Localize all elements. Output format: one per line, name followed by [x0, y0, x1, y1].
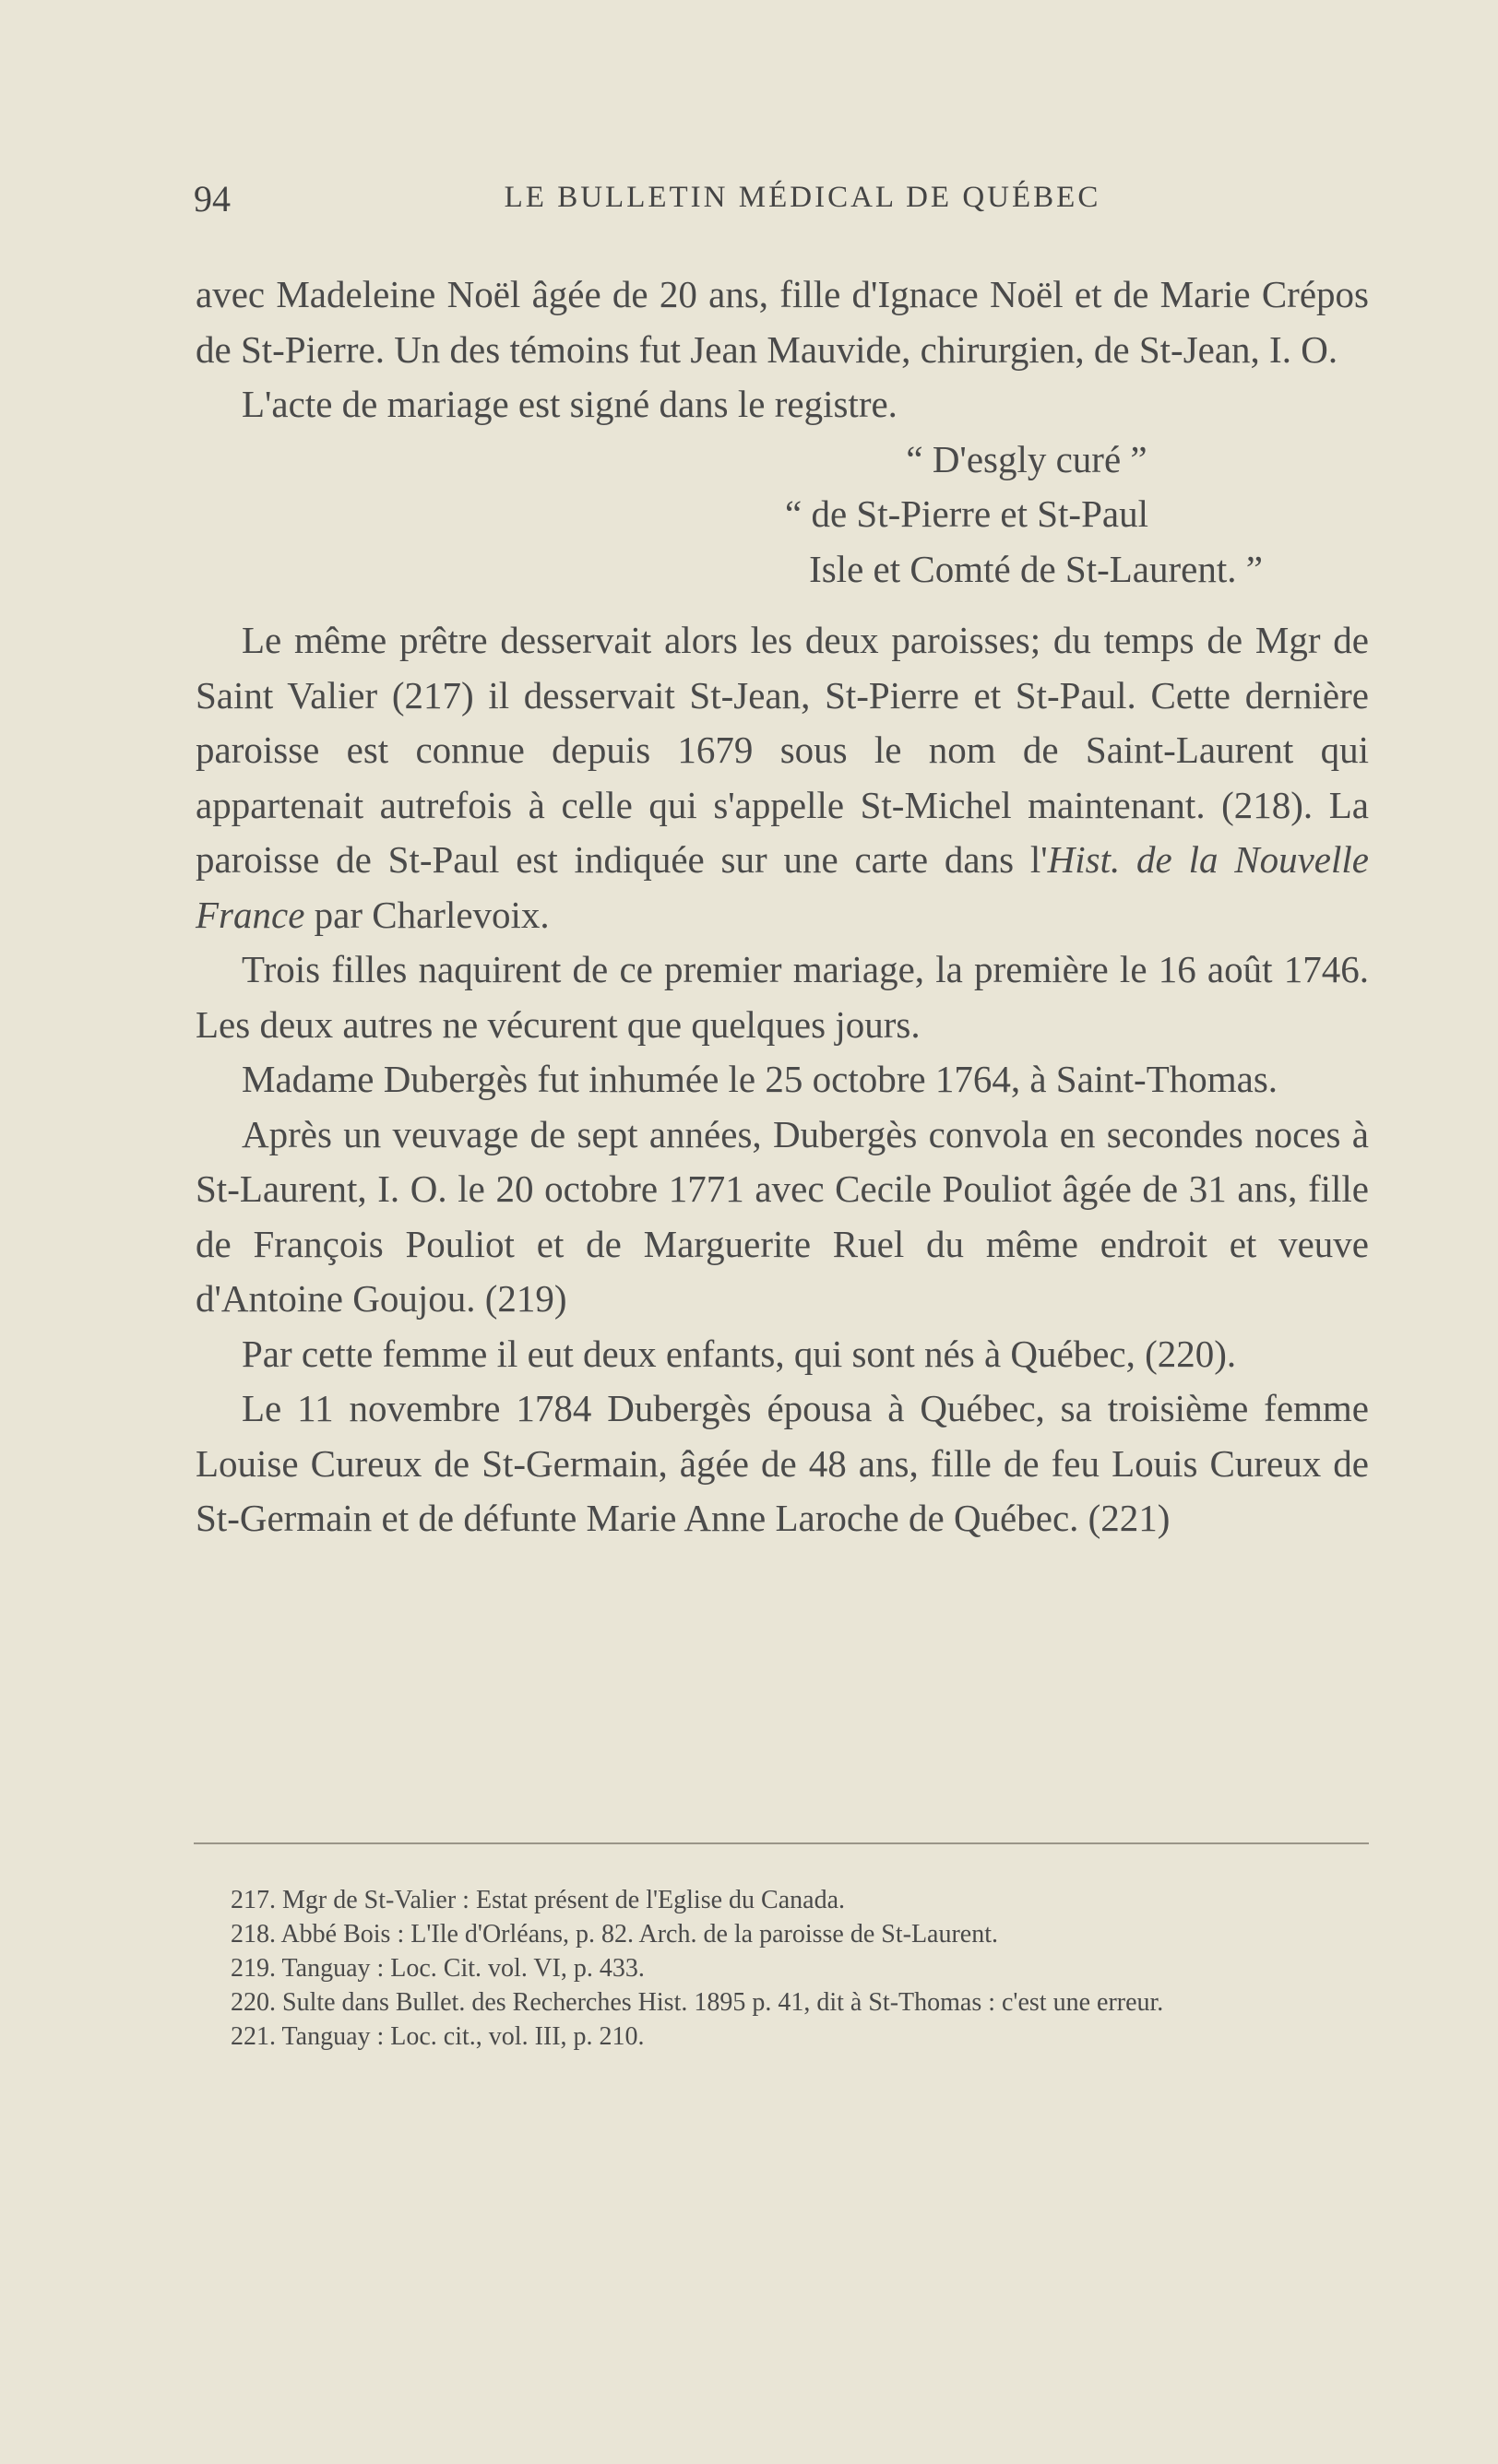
paragraph-7: Par cette femme il eut deux enfants, qui sont nés à Québec, (220). [242, 1332, 1237, 1375]
paragraph-3 [196, 613, 1369, 942]
signature-line-2: “ de St-Pierre et St-Paul [785, 492, 1148, 535]
signature-block [196, 432, 1369, 598]
book-title-italic: Hist. de la Nouvelle France [196, 838, 1369, 936]
paragraph-3-text-a: Le même prêtre desservait alors les deux paroisses; du temps de Mgr de Saint Valier (217) il desservait St-Jean, St-Pierre et St-Paul. Cette dernière paroisse est connue depuis 1679 sous le nom de Saint-Laurent qui appartenait autrefois à celle qui s'appelle St-Michel maintenant. (218). La paroisse de St-Paul est indiquée sur une carte dans l' [196, 619, 1369, 881]
paragraph-6: Après un veuvage de sept années, Dubergès convola en secondes noces à St-Laurent, I. O. le 20 octobre 1771 avec Cecile Pouliot âgée de 31 ans, fille de François Pouliot et de Marguerite Ruel du même endroit et veuve d'Antoine Goujou. (219) [196, 1112, 1369, 1320]
signature-line-3: Isle et Comté de St-Laurent. ” [809, 547, 1263, 590]
page-number: 94 [194, 178, 231, 219]
paragraph-8: Le 11 novembre 1784 Dubergès épousa à Québec, sa troisième femme Louise Cureux de St-Germain, âgée de 48 ans, fille de feu Louis Cureux de St-Germain et de défunte Marie Anne Laroche de Québec. (221) [196, 1387, 1369, 1539]
running-header [194, 177, 1374, 223]
footnote-divider [194, 1842, 1369, 1844]
footnotes [196, 1883, 1369, 2054]
paragraph-3-text-b: par Charlevoix. [304, 893, 550, 936]
paragraph-1: avec Madeleine Noël âgée de 20 ans, fille d'Ignace Noël et de Marie Crépos de St-Pierre. Un des témoins fut Jean Mauvide, chirurgien, de St-Jean, I. O. [196, 273, 1369, 371]
footnote-219: 219. Tanguay : Loc. Cit. vol. VI, p. 433. [231, 1954, 645, 1983]
paragraph-5: Madame Dubergès fut inhumée le 25 octobre 1764, à Saint-Thomas. [242, 1058, 1278, 1100]
footnote-217: 217. Mgr de St-Valier : Estat présent de l'Eglise du Canada. [231, 1886, 845, 1914]
signature-line-1: “ D'esgly curé ” [906, 437, 1147, 480]
footnote-220: 220. Sulte dans Bullet. des Recherches Hist. 1895 p. 41, dit à St-Thomas : c'est une erreur. [231, 1988, 1164, 2017]
body-text [196, 267, 1369, 1546]
running-title: LE BULLETIN MÉDICAL DE QUÉBEC [504, 181, 1101, 214]
paragraph-4: Trois filles naquirent de ce premier mariage, la première le 16 août 1746. Les deux autres ne vécurent que quelques jours. [196, 948, 1369, 1046]
footnote-221: 221. Tanguay : Loc. cit., vol. III, p. 210. [231, 2022, 645, 2051]
paragraph-2: L'acte de mariage est signé dans le registre. [242, 383, 898, 425]
footnote-218: 218. Abbé Bois : L'Ile d'Orléans, p. 82. Arch. de la paroisse de St-Laurent. [231, 1920, 999, 1949]
